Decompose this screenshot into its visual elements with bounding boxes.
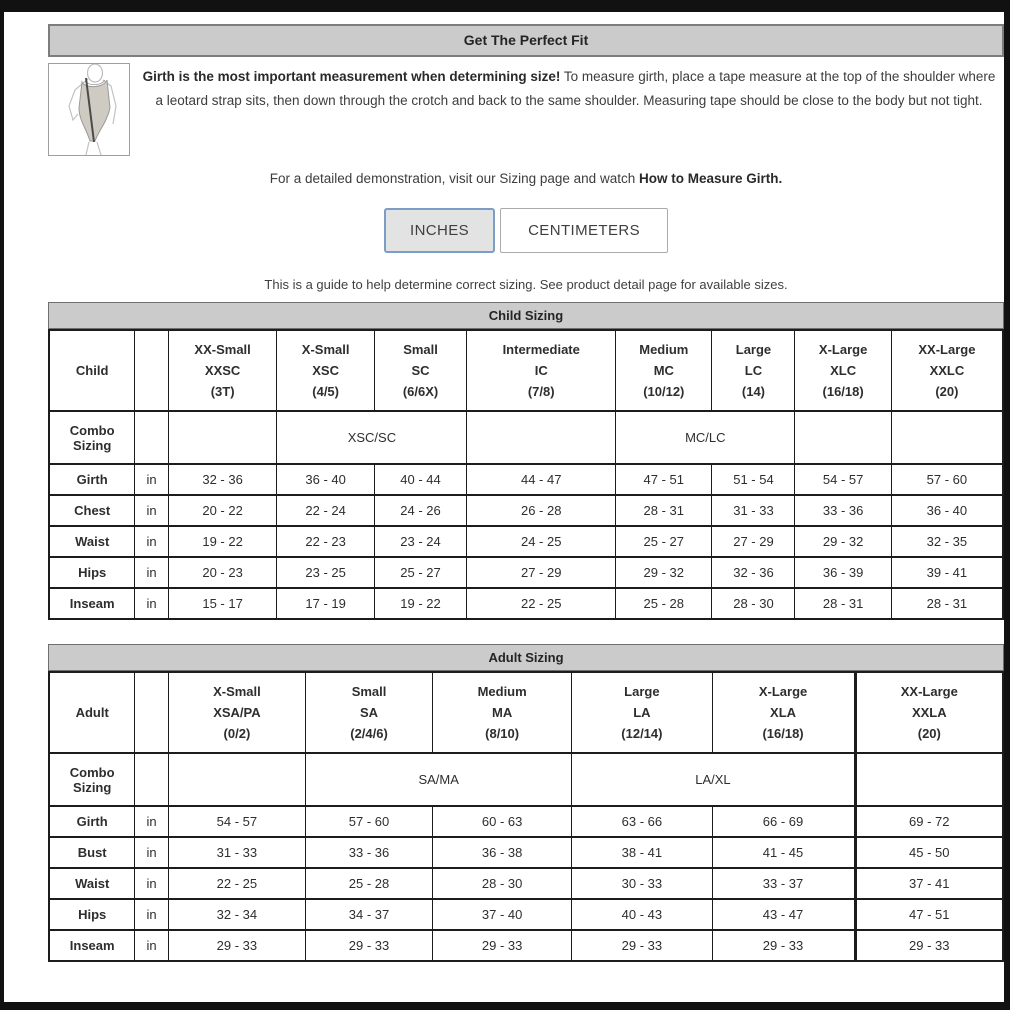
- size-value-cell: 60 - 63: [432, 806, 571, 837]
- size-value-cell: 25 - 27: [374, 557, 467, 588]
- unit-cell: in: [135, 868, 168, 899]
- girth-instructions-rest: To measure girth, place a tape measure at the top of the shoulder where a leotard strap sits, then down through the crotch and back to the same shoulder. Measuring tape should be close to the body but not tight.: [155, 69, 996, 108]
- size-value-cell: 66 - 69: [712, 806, 855, 837]
- measurement-row-label: Hips: [49, 899, 135, 930]
- measurement-row: [49, 588, 1003, 619]
- sizing-guide-note: This is a guide to help determine correct sizing. See product detail page for available sizes.: [264, 277, 788, 292]
- size-column-header: Large LC (14): [712, 330, 795, 411]
- measurement-row: [49, 806, 1003, 837]
- adult-table-grid: [48, 671, 1004, 962]
- unit-cell: in: [135, 557, 168, 588]
- unit-cell: in: [135, 495, 168, 526]
- size-column-header: Intermediate IC (7/8): [467, 330, 616, 411]
- size-column-header: Small SC (6/6X): [374, 330, 467, 411]
- measurement-row: [49, 899, 1003, 930]
- unit-cell: in: [135, 930, 168, 961]
- size-value-cell: 63 - 66: [572, 806, 712, 837]
- size-value-cell: 22 - 25: [168, 868, 305, 899]
- child-table-caption: Child Sizing: [48, 302, 1004, 329]
- size-value-cell: 27 - 29: [467, 557, 616, 588]
- size-value-cell: 29 - 32: [616, 557, 712, 588]
- size-value-cell: 33 - 36: [306, 837, 433, 868]
- measurement-row: [49, 495, 1003, 526]
- size-column-header: Large LA (12/14): [572, 672, 712, 753]
- size-value-cell: 32 - 36: [168, 464, 277, 495]
- unit-column-header: [135, 672, 168, 753]
- size-value-cell: 27 - 29: [712, 526, 795, 557]
- combo-size-cell: [467, 411, 616, 464]
- measurement-row-label: Chest: [49, 495, 135, 526]
- size-value-cell: 36 - 39: [795, 557, 891, 588]
- demo-text-regular: For a detailed demonstration, visit our Sizing page and watch: [269, 171, 639, 186]
- measurement-row-label: Girth: [49, 464, 135, 495]
- adult-sizing-table: [48, 671, 1004, 962]
- measurement-row: [49, 526, 1003, 557]
- size-value-cell: 28 - 31: [795, 588, 891, 619]
- combo-size-cell: [891, 411, 1003, 464]
- size-value-cell: 51 - 54: [712, 464, 795, 495]
- size-value-cell: 39 - 41: [891, 557, 1003, 588]
- size-column-header: X-Large XLA (16/18): [712, 672, 855, 753]
- unit-cell: in: [135, 899, 168, 930]
- child-sizing-section: [48, 302, 1004, 620]
- size-value-cell: 28 - 31: [891, 588, 1003, 619]
- measurement-row: [49, 464, 1003, 495]
- size-value-cell: 37 - 41: [855, 868, 1003, 899]
- size-value-cell: 24 - 26: [374, 495, 467, 526]
- adult-sizing-section: [48, 644, 1004, 962]
- size-value-cell: 28 - 30: [712, 588, 795, 619]
- combo-size-cell: MC/LC: [616, 411, 795, 464]
- size-value-cell: 15 - 17: [168, 588, 277, 619]
- girth-diagram-image: [48, 63, 130, 156]
- measurement-row-label: Girth: [49, 806, 135, 837]
- size-value-cell: 24 - 25: [467, 526, 616, 557]
- size-value-cell: 34 - 37: [306, 899, 433, 930]
- size-column-header: XX-Small XXSC (3T): [168, 330, 277, 411]
- unit-cell: in: [135, 464, 168, 495]
- size-value-cell: 32 - 34: [168, 899, 305, 930]
- measurement-row-label: Waist: [49, 868, 135, 899]
- girth-instructions: [130, 63, 1004, 113]
- measurement-row: [49, 837, 1003, 868]
- unit-cell: in: [135, 588, 168, 619]
- size-value-cell: 40 - 44: [374, 464, 467, 495]
- size-value-cell: 20 - 22: [168, 495, 277, 526]
- size-value-cell: 25 - 27: [616, 526, 712, 557]
- combo-size-cell: [855, 753, 1003, 806]
- size-value-cell: 36 - 40: [891, 495, 1003, 526]
- combo-size-cell: XSC/SC: [277, 411, 467, 464]
- size-value-cell: 57 - 60: [891, 464, 1003, 495]
- size-value-cell: 54 - 57: [795, 464, 891, 495]
- demo-text: [48, 171, 1004, 186]
- size-value-cell: 29 - 32: [795, 526, 891, 557]
- size-value-cell: 33 - 36: [795, 495, 891, 526]
- combo-size-cell: [168, 753, 305, 806]
- intro-section: [48, 63, 1004, 156]
- size-value-cell: 30 - 33: [572, 868, 712, 899]
- size-value-cell: 43 - 47: [712, 899, 855, 930]
- measurement-row-label: Hips: [49, 557, 135, 588]
- size-value-cell: 17 - 19: [277, 588, 374, 619]
- size-value-cell: 47 - 51: [616, 464, 712, 495]
- measurement-row-label: Inseam: [49, 930, 135, 961]
- unit-column-header: [135, 330, 168, 411]
- size-value-cell: 26 - 28: [467, 495, 616, 526]
- table-corner-label: Child: [49, 330, 135, 411]
- size-value-cell: 36 - 38: [432, 837, 571, 868]
- size-value-cell: 22 - 23: [277, 526, 374, 557]
- size-value-cell: 19 - 22: [374, 588, 467, 619]
- size-value-cell: 29 - 33: [572, 930, 712, 961]
- size-value-cell: 28 - 31: [616, 495, 712, 526]
- child-sizing-table: [48, 329, 1004, 620]
- table-corner-label: Adult: [49, 672, 135, 753]
- measurement-row: [49, 557, 1003, 588]
- size-value-cell: 29 - 33: [855, 930, 1003, 961]
- size-column-header: X-Small XSA/PA (0/2): [168, 672, 305, 753]
- centimeters-button[interactable]: CENTIMETERS: [500, 208, 668, 253]
- size-value-cell: 23 - 24: [374, 526, 467, 557]
- size-column-header: Medium MC (10/12): [616, 330, 712, 411]
- size-value-cell: 37 - 40: [432, 899, 571, 930]
- size-value-cell: 38 - 41: [572, 837, 712, 868]
- size-column-header: Medium MA (8/10): [432, 672, 571, 753]
- measurement-row-label: Bust: [49, 837, 135, 868]
- size-column-header: XX-Large XXLC (20): [891, 330, 1003, 411]
- size-value-cell: 25 - 28: [306, 868, 433, 899]
- unit-cell: in: [135, 526, 168, 557]
- size-value-cell: 32 - 36: [712, 557, 795, 588]
- measurement-row-label: Inseam: [49, 588, 135, 619]
- measurement-row: [49, 930, 1003, 961]
- size-value-cell: 40 - 43: [572, 899, 712, 930]
- size-value-cell: 23 - 25: [277, 557, 374, 588]
- size-value-cell: 28 - 30: [432, 868, 571, 899]
- adult-table-caption: Adult Sizing: [48, 644, 1004, 671]
- combo-size-cell: [795, 411, 891, 464]
- combo-size-cell: LA/XL: [572, 753, 855, 806]
- size-value-cell: 33 - 37: [712, 868, 855, 899]
- size-value-cell: 31 - 33: [712, 495, 795, 526]
- combo-size-cell: SA/MA: [306, 753, 572, 806]
- leotard-sketch-icon: [49, 64, 129, 155]
- combo-row-label: Combo Sizing: [49, 411, 135, 464]
- combo-unit-cell: [135, 753, 168, 806]
- size-value-cell: 25 - 28: [616, 588, 712, 619]
- girth-instructions-bold: Girth is the most important measurement when determining size!: [142, 69, 561, 84]
- page-title: Get The Perfect Fit: [48, 24, 1004, 57]
- size-value-cell: 45 - 50: [855, 837, 1003, 868]
- demo-text-bold: How to Measure Girth.: [638, 171, 783, 186]
- size-value-cell: 22 - 25: [467, 588, 616, 619]
- size-value-cell: 44 - 47: [467, 464, 616, 495]
- size-value-cell: 54 - 57: [168, 806, 305, 837]
- combo-unit-cell: [135, 411, 168, 464]
- page-content: [48, 24, 1004, 962]
- combo-row-label: Combo Sizing: [49, 753, 135, 806]
- size-value-cell: 20 - 23: [168, 557, 277, 588]
- unit-cell: in: [135, 837, 168, 868]
- size-value-cell: 32 - 35: [891, 526, 1003, 557]
- size-value-cell: 31 - 33: [168, 837, 305, 868]
- size-value-cell: 57 - 60: [306, 806, 433, 837]
- measurement-row-label: Waist: [49, 526, 135, 557]
- size-column-header: Small SA (2/4/6): [306, 672, 433, 753]
- size-column-header: XX-Large XXLA (20): [855, 672, 1003, 753]
- size-value-cell: 47 - 51: [855, 899, 1003, 930]
- size-value-cell: 29 - 33: [306, 930, 433, 961]
- inches-button[interactable]: INCHES: [384, 208, 495, 253]
- unit-cell: in: [135, 806, 168, 837]
- size-column-header: X-Large XLC (16/18): [795, 330, 891, 411]
- size-value-cell: 36 - 40: [277, 464, 374, 495]
- measurement-row: [49, 868, 1003, 899]
- size-value-cell: 19 - 22: [168, 526, 277, 557]
- size-value-cell: 29 - 33: [168, 930, 305, 961]
- child-table-grid: [48, 329, 1004, 620]
- size-value-cell: 41 - 45: [712, 837, 855, 868]
- size-value-cell: 22 - 24: [277, 495, 374, 526]
- combo-size-cell: [168, 411, 277, 464]
- size-value-cell: 29 - 33: [432, 930, 571, 961]
- unit-toggle: [48, 208, 1004, 253]
- size-value-cell: 69 - 72: [855, 806, 1003, 837]
- size-value-cell: 29 - 33: [712, 930, 855, 961]
- size-column-header: X-Small XSC (4/5): [277, 330, 374, 411]
